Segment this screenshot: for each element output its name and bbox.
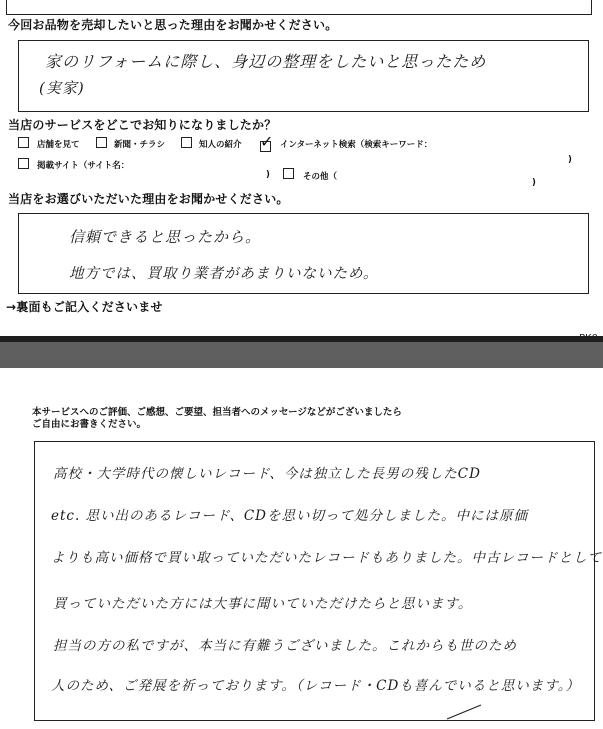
question-reason-sell: 今回お品物を売却したいと思った理由をお聞かせください。 <box>8 18 338 32</box>
checkbox-other[interactable] <box>283 168 294 179</box>
option-other-label: その他（ <box>303 172 338 182</box>
question-why-choose: 当店をお選びいただいた理由をお聞かせください。 <box>8 192 289 206</box>
handwritten-comment-line: 担当の方の私ですが、本当に有難うございました。これからも世のため <box>53 638 517 654</box>
checkbox-newspaper[interactable] <box>96 137 107 148</box>
check-mark-icon: ✓ <box>260 132 274 151</box>
page-separator <box>0 340 603 368</box>
option-newspaper-label: 新聞・チラシ <box>114 140 166 150</box>
question-how-know: 当店のサービスをどこでお知りになりましたか？ <box>8 118 277 132</box>
survey-front-page <box>0 0 603 340</box>
handwritten-reason-sell-line1: 家のリフォームに際し、身辺の整理をしたいと思ったため <box>45 52 487 71</box>
option-friend-label: 知人の紹介 <box>199 140 242 150</box>
answer-box-reason-sell[interactable] <box>18 40 589 112</box>
listing-close-paren: ) <box>266 170 270 180</box>
handwritten-comment-line: 買っていただいた方には大事に聞いていただけたらと思います。 <box>53 596 473 612</box>
pen-stroke-mark <box>445 704 485 720</box>
option-internet-label: インターネット検索（検索キーワード： <box>280 140 433 150</box>
handwritten-comment-line: 高校・大学時代の懐しいレコード、今は独立した長男の残したCD <box>53 466 481 482</box>
checkbox-internet[interactable] <box>260 132 274 152</box>
back-side-note: →裏面もご記入くださいませ <box>6 300 163 314</box>
free-comment-prompt-line2: ご自由にお書きください。 <box>32 419 147 430</box>
option-listing-site-label: 掲載サイト（サイト名： <box>37 161 130 171</box>
handwritten-comment-line: 人のため、ご発展を祈っております。（レコード・CDも喜んでいると思います。） <box>51 678 580 694</box>
survey-back-page <box>0 368 603 729</box>
internet-close-paren: ) <box>568 155 572 165</box>
page-separator-shadow <box>0 336 603 342</box>
free-comment-box[interactable] <box>34 441 602 721</box>
free-comment-prompt-line1: 本サービスへのご評価、ご感想、ご要望、担当者へのメッセージなどがございましたら <box>32 407 402 418</box>
checkbox-friend[interactable] <box>181 137 192 148</box>
handwritten-why-choose-line2: 地方では、買取り業者があまりいないため。 <box>69 266 379 282</box>
other-close-paren: ) <box>532 178 536 188</box>
checkbox-store[interactable] <box>18 137 29 148</box>
previous-answer-box-edge <box>6 0 592 15</box>
handwritten-reason-sell-line2: (実家) <box>39 79 85 97</box>
handwritten-comment-line: よりも高い価格で買い取っていただいたレコードもありました。中古レコードとして <box>51 550 602 566</box>
answer-box-why-choose[interactable] <box>18 213 589 294</box>
handwritten-why-choose-line1: 信頼できると思ったから。 <box>69 228 262 246</box>
checkbox-listing-site[interactable] <box>18 158 29 169</box>
handwritten-comment-line: etc. 思い出のあるレコード、CDを思い切って処分しました。中には原価 <box>51 508 528 524</box>
option-store-label: 店舗を見て <box>37 140 80 150</box>
